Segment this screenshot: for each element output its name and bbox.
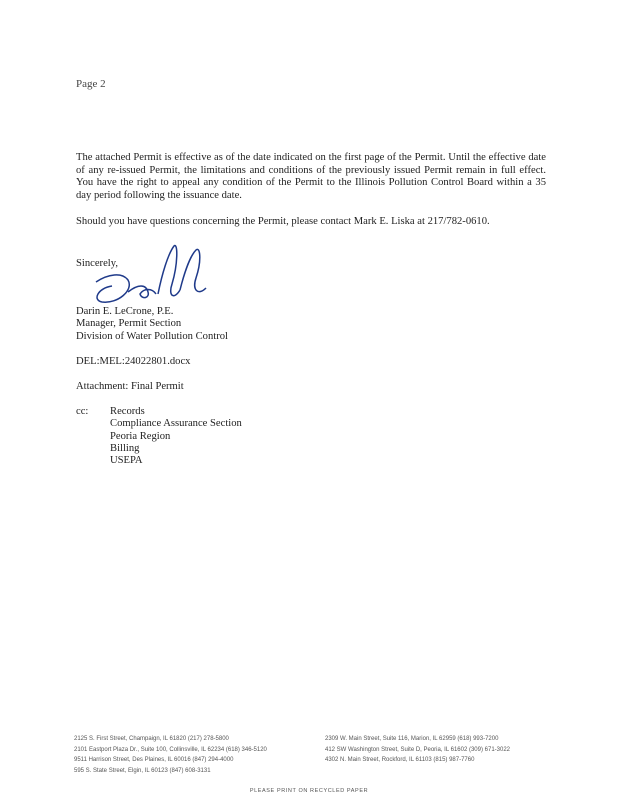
footer-addresses-left <box>74 734 267 776</box>
footer-address: 2125 S. First Street, Champaign, IL 61820 (217) 278-5800 <box>74 736 229 742</box>
footer-address: 9511 Harrison Street, Des Plaines, IL 60016 (847) 294-4000 <box>74 757 234 763</box>
cc-recipient: Records <box>110 406 145 417</box>
signature-image <box>88 244 218 312</box>
signer-name: Darin E. LeCrone, P.E. <box>76 306 174 317</box>
footer-addresses-right <box>325 734 510 766</box>
cc-recipient: Billing <box>110 442 140 454</box>
reference-code: DEL:MEL:24022801.docx <box>76 356 191 367</box>
cc-label: cc: <box>76 406 89 417</box>
cc-recipient: Compliance Assurance Section <box>110 418 242 430</box>
footer-address: 2101 Eastport Plaza Dr., Suite 100, Collinsville, IL 62234 (618) 346-5120 <box>74 746 267 753</box>
footer-address: 412 SW Washington Street, Suite D, Peoria, IL 61602 (309) 671-3022 <box>325 746 510 753</box>
closing: Sincerely, <box>76 258 118 269</box>
footer-address: 595 S. State Street, Elgin, IL 60123 (847) 608-3131 <box>74 767 211 774</box>
permit-effective-paragraph: The attached Permit is effective as of the date indicated on the first page of the Permit. Until the effective date of any re-issued Permit, the limitations and conditions of the previously issued Permit remain in full effect. You have the right to appeal any condition of the Permit to the Illinois Pollution Control Board within a 35 day period following the issuance date. <box>76 152 546 201</box>
recycled-paper-note: PLEASE PRINT ON RECYCLED PAPER <box>249 788 369 794</box>
signer-division: Division of Water Pollution Control <box>76 331 228 342</box>
attachment-note: Attachment: Final Permit <box>76 381 184 392</box>
footer-address: 4302 N. Main Street, Rockford, IL 61103 (815) 987-7760 <box>325 757 475 763</box>
footer-address: 2309 W. Main Street, Suite 116, Marion, IL 62959 (618) 993-7200 <box>325 736 499 742</box>
page-label: Page 2 <box>76 78 106 90</box>
signer-title: Manager, Permit Section <box>76 318 182 329</box>
cc-recipient: USEPA <box>110 455 143 467</box>
cc-list <box>110 406 242 467</box>
cc-recipient: Peoria Region <box>110 430 171 442</box>
contact-paragraph: Should you have questions concerning the Permit, please contact Mark E. Liska at 217/782-0610. <box>76 216 490 227</box>
